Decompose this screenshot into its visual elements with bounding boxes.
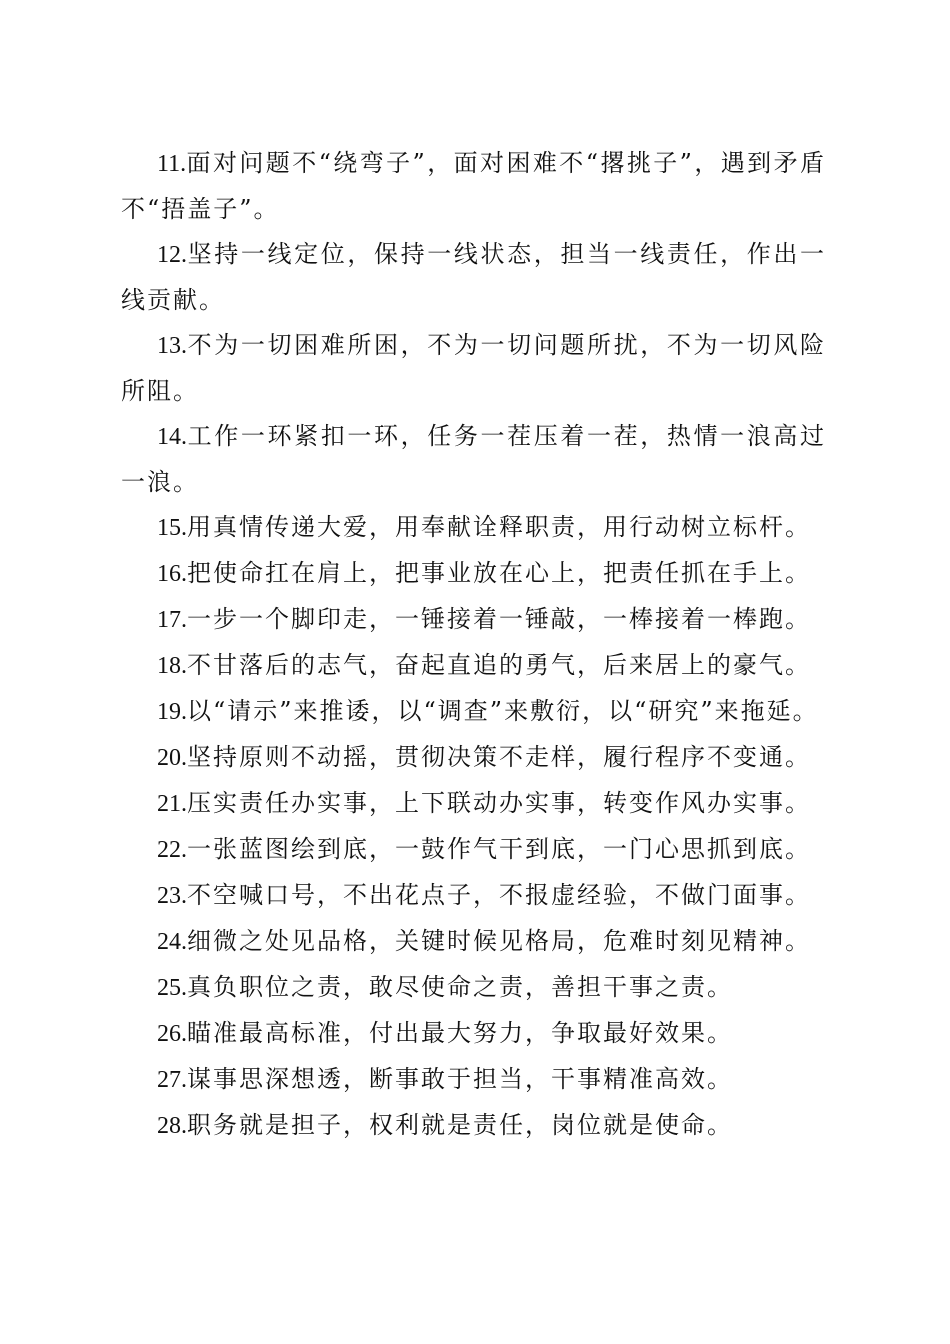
item-number: 22.: [157, 837, 187, 863]
item-text: 不空喊口号，不出花点子，不报虚经验，不做门面事。: [187, 881, 811, 909]
item-number: 27.: [157, 1067, 187, 1093]
item-number: 20.: [157, 745, 187, 771]
list-item: [121, 919, 826, 965]
item-text: 职务就是担子，权利就是责任，岗位就是使命。: [187, 1111, 733, 1139]
list-item: [121, 643, 826, 689]
item-text: 用真情传递大爱，用奉献诠释职责，用行动树立标杆。: [187, 513, 811, 541]
item-number: 28.: [157, 1113, 187, 1139]
document-page: [121, 141, 826, 1149]
item-number: 14.: [157, 424, 187, 450]
item-number: 13.: [157, 333, 187, 359]
item-text: 一步一个脚印走，一锤接着一锤敲，一棒接着一棒跑。: [187, 605, 811, 633]
list-item: [121, 873, 826, 919]
item-number: 15.: [157, 515, 187, 541]
item-number: 18.: [157, 653, 187, 679]
item-number: 26.: [157, 1021, 187, 1047]
item-text: 坚持原则不动摇，贯彻决策不走样，履行程序不变通。: [187, 743, 811, 771]
list-item: [121, 689, 826, 735]
list-item: [121, 414, 826, 505]
item-number: 16.: [157, 561, 187, 587]
item-text: 面对问题不“绕弯子”，面对困难不“撂挑子”，遇到矛盾不“捂盖子”。: [121, 149, 826, 223]
item-text: 坚持一线定位，保持一线状态，担当一线责任，作出一线贡献。: [121, 240, 826, 314]
item-text: 压实责任办实事，上下联动办实事，转变作风办实事。: [187, 789, 811, 817]
item-number: 23.: [157, 883, 187, 909]
list-item: [121, 965, 826, 1011]
list-item: [121, 551, 826, 597]
list-item: [121, 735, 826, 781]
item-text: 细微之处见品格，关键时候见格局，危难时刻见精神。: [187, 927, 811, 955]
item-text: 把使命扛在肩上，把事业放在心上，把责任抓在手上。: [187, 559, 811, 587]
list-item: [121, 1011, 826, 1057]
item-text: 工作一环紧扣一环，任务一茬压着一茬，热情一浪高过一浪。: [121, 422, 826, 496]
list-item: [121, 505, 826, 551]
item-text: 瞄准最高标准，付出最大努力，争取最好效果。: [187, 1019, 733, 1047]
list-item: [121, 323, 826, 414]
list-item: [121, 1057, 826, 1103]
item-number: 11.: [157, 151, 187, 177]
list-item: [121, 141, 826, 232]
item-number: 17.: [157, 607, 187, 633]
item-number: 21.: [157, 791, 187, 817]
item-number: 24.: [157, 929, 187, 955]
item-text: 真负职位之责，敢尽使命之责，善担干事之责。: [187, 973, 733, 1001]
item-number: 19.: [157, 699, 187, 725]
list-item: [121, 597, 826, 643]
list-item: [121, 1103, 826, 1149]
item-text: 一张蓝图绘到底，一鼓作气干到底，一门心思抓到底。: [187, 835, 811, 863]
item-text: 不为一切困难所困，不为一切问题所扰，不为一切风险所阻。: [121, 331, 826, 405]
item-text: 谋事思深想透，断事敢于担当，干事精准高效。: [187, 1065, 733, 1093]
list-item: [121, 781, 826, 827]
item-text: 以“请示”来推诿，以“调查”来敷衍，以“研究”来拖延。: [187, 697, 819, 725]
list-item: [121, 232, 826, 323]
item-number: 25.: [157, 975, 187, 1001]
item-text: 不甘落后的志气，奋起直追的勇气，后来居上的豪气。: [187, 651, 811, 679]
item-number: 12.: [157, 242, 187, 268]
list-item: [121, 827, 826, 873]
